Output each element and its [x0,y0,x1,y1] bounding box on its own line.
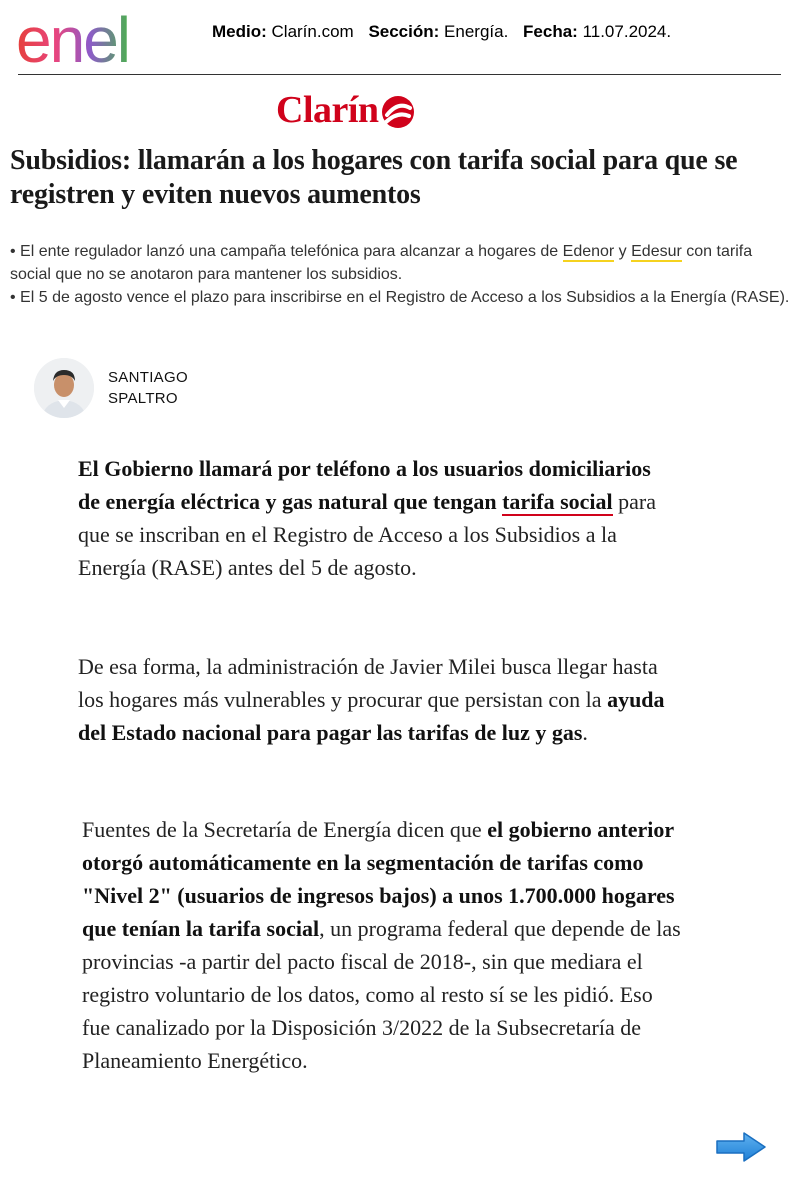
link-edenor[interactable]: Edenor [562,243,615,260]
summary-text: con tarifa social que no se anotaron para mantener los subsidios. [10,243,753,283]
author-avatar [34,358,94,418]
person-icon [34,358,94,418]
fecha-label: Fecha: [523,22,578,41]
publication-name: Clarín [276,89,379,131]
fecha-value: 11.07.2024. [582,22,672,41]
paragraph-text: . [582,720,588,745]
link-edesur[interactable]: Edesur [631,243,682,260]
header-divider [18,74,781,75]
author-byline [34,358,198,418]
arrow-right-icon[interactable] [714,1130,768,1164]
link-tarifa-social[interactable]: tarifa social [502,489,613,514]
paragraph-text: para que se inscriban en el Registro de Acceso a los Subsidios a la Energía (RASE) antes del 5 de agosto. [78,489,657,580]
bold-text: ayuda del Estado nacional para pagar las tarifas de luz y gas [78,687,665,745]
seccion-label: Sección: [368,22,440,41]
paragraph-text: De esa forma, la administración de Javier Milei busca llegar hasta los hogares más vulnerables y procurar que persistan con la [78,654,658,712]
author-name[interactable]: SANTIAGO SPALTRO [108,369,188,407]
summary-bullet: • El 5 de agosto vence el plazo para inscribirse en el Registro de Acceso a los Subsidios a la Energía (RASE). [10,289,790,306]
article-paragraph-3 [82,813,682,1077]
enel-logo [16,8,180,68]
summary-text: • El ente regulador lanzó una campaña telefónica para alcanzar a hogares de [10,243,563,260]
article-headline: Subsidios: llamarán a los hogares con tarifa social para que se registren y eviten nuevos aumentos [10,145,738,210]
summary-bullet [10,240,795,286]
medio-label: Medio: [212,22,267,41]
clipping-header [0,0,800,80]
paragraph-text: Fuentes de la Secretaría de Energía dicen que [82,817,488,842]
seccion-value: Energía. [444,22,509,41]
article-summary [10,240,795,309]
svg-text:enel: enel [16,8,129,68]
publication-logo [276,88,415,132]
clipping-meta [212,22,671,42]
medio-value: Clarín.com [271,22,354,41]
paragraph-text: , un programa federal que depende de las provincias -a partir del pacto fiscal de 2018-, sin que mediara el registro voluntario de los datos, como al resto sí se les pidió. Eso fue canalizado por la Disposición 3/2022 de la Subsecretaría de Planeamiento Energético. [82,916,681,1073]
article-paragraph-1 [78,452,676,584]
bold-text: El Gobierno llamará por teléfono a los usuarios domiciliarios de energía eléctrica y gas natural que tengan [78,456,651,514]
clarin-c-icon [381,95,415,129]
bold-text: el gobierno anterior otorgó automáticamente en la segmentación de tarifas como "Nivel 2" (usuarios de ingresos bajos) a unos 1.700.000 hogares que tenían la tarifa social [82,817,675,941]
article-paragraph-2 [78,650,676,749]
summary-text: y [614,243,632,260]
